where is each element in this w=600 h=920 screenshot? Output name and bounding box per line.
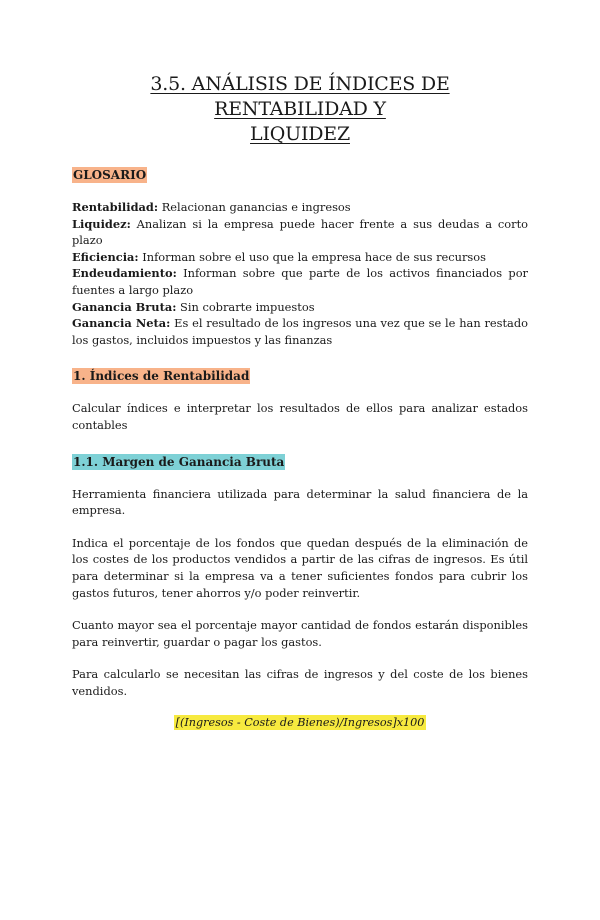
glossary-definition: Es el resultado de los ingresos una vez que se le han restado los gastos, incluidos impuestos y las finanzas [72,316,528,347]
glossary-definition: Sin cobrarte impuestos [176,299,315,314]
glossary-definition: Relacionan ganancias e ingresos [158,200,351,214]
section-1-1-heading [72,454,528,470]
glossary-definition: Informan sobre el uso que la empresa hace de sus recursos [138,249,486,264]
paragraph: Indica el porcentaje de los fondos que quedan después de la eliminación de los costes de los productos vendidos a partir de las cifras de ingresos. Es útil para determinar si la empresa va a tener suficientes fondos para cubrir los gastos futuros, tener ahorros y/o poder reinvertir. [72,535,528,600]
glossary-term: Ganancia Bruta: [72,299,177,314]
title-line-2: LIQUIDEZ [250,123,350,145]
glossary-entry [72,299,528,316]
glossary-entry [72,199,528,216]
formula: [(Ingresos - Coste de Bienes)/Ingresos]x100 [175,716,425,730]
glossary-term: Rentabilidad: [72,200,159,214]
section-1-1-heading-label: 1.1. Margen de Ganancia Bruta [73,454,285,469]
glossary-entry [72,315,528,348]
glossary-definition: Analizan si la empresa puede hacer frente a sus deudas a corto plazo [72,216,528,248]
section-1-heading [72,368,528,384]
glossary-term: Eficiencia: [72,249,139,264]
glossary-entry [72,265,528,298]
paragraph: Cuanto mayor sea el porcentaje mayor cantidad de fondos estarán disponibles para reinvertir, guardar o pagar los gastos. [72,618,528,649]
paragraph: Herramienta financiera utilizada para determinar la salud financiera de la empresa. [72,486,528,518]
formula-block [72,715,528,731]
glossary-heading [72,167,528,183]
title-line-1: 3.5. ANÁLISIS DE ÍNDICES DE RENTABILIDAD Y [150,73,450,120]
glossary-heading-label: GLOSARIO [73,168,147,182]
glossary-term: Ganancia Neta: [72,316,171,331]
glossary-term: Endeudamiento: [72,266,177,281]
glossary-entry [72,216,528,249]
glossary-definition: Informan sobre que parte de los activos financiados por fuentes a largo plazo [72,266,528,297]
paragraph: Para calcularlo se necesitan las cifras de ingresos y del coste de los bienes vendidos. [72,667,528,698]
glossary-list [72,199,528,348]
section-1-heading-label: 1. Índices de Rentabilidad [73,369,250,384]
glossary-term: Liquidez: [72,216,131,231]
document-page [0,72,600,920]
glossary-entry [72,249,528,266]
section-1-text: Calcular índices e interpretar los resultados de ellos para analizar estados contables [72,401,528,432]
page-title [72,72,528,147]
